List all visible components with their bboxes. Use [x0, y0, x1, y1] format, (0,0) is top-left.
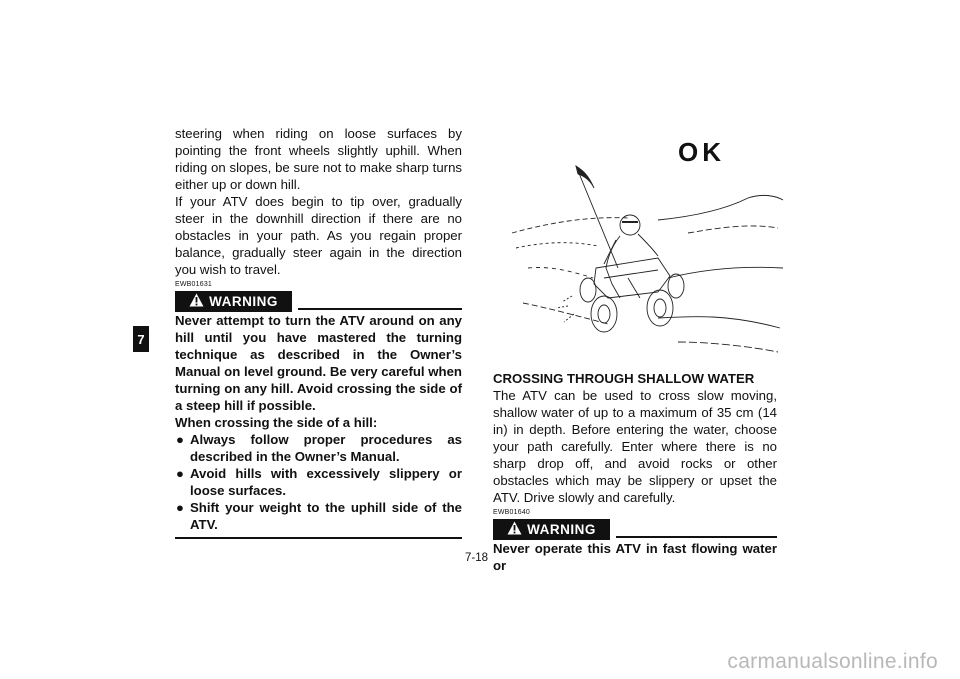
list-item: ● Always follow proper procedures as described in the Owner’s Manual. [176, 432, 462, 464]
warning-label: WARNING [527, 521, 596, 537]
page-number: 7-18 [465, 552, 489, 564]
warning-rule [616, 536, 777, 538]
warning-triangle-icon [507, 521, 522, 538]
bullet-icon: ● [176, 500, 184, 515]
warning-triangle-icon [189, 293, 204, 310]
chapter-tab: 7 [133, 326, 149, 352]
warning-header [175, 290, 462, 312]
warning-label: WARNING [209, 293, 278, 309]
list-item: ● Avoid hills with excessively slippery or loose surfaces. [176, 466, 462, 498]
left-paragraph-2: If your ATV does begin to tip over, gradually steer in the downhill direction if there are no obstacles in your path. As you regain proper balance, gradually steer again in the direction you wish to travel. [175, 194, 462, 277]
list-item: ● Shift your weight to the uphill side of the ATV. [176, 500, 462, 532]
atv-illustration [508, 128, 784, 358]
section-heading: CROSSING THROUGH SHALLOW WATER [493, 371, 755, 386]
list-intro: When crossing the side of a hill: [175, 415, 378, 430]
warning-badge [175, 291, 292, 312]
warning-header [493, 518, 777, 540]
bullet-list [175, 431, 462, 533]
left-paragraph-1: steering when riding on loose surfaces by pointing the front wheels slightly uphill. When riding on slopes, be sure not to make sharp turns either up or down hill. [175, 126, 462, 192]
warning-code: EWB01631 [175, 281, 213, 288]
warning-badge [493, 519, 610, 540]
left-column [175, 125, 462, 539]
warning-text: Never attempt to turn the ATV around on any hill until you have mastered the turning technique as described in the Owner’s Manual on level ground. Be very careful when turning on any hill. Avoid crossing the side of a steep hill if possible. [175, 313, 462, 413]
warning-text: Never operate this ATV in fast flowing water or [493, 541, 777, 573]
figure-ok-label: OK [678, 137, 725, 167]
warning-code: EWB01640 [493, 509, 531, 516]
warning-rule [298, 308, 462, 310]
bullet-icon: ● [176, 432, 184, 447]
warning-end-rule [175, 537, 462, 539]
right-paragraph: The ATV can be used to cross slow moving, shallow water of up to a maximum of 35 cm (14 in) in depth. Before entering the water, choose your path carefully. Enter where there is no sharp drop off, and avoid rocks or other obstacles which may be slippery or upset the ATV. Drive slowly and carefully. [493, 388, 777, 505]
watermark: carmanualsonline.info [727, 650, 938, 673]
bullet-icon: ● [176, 466, 184, 481]
right-column [493, 370, 777, 574]
